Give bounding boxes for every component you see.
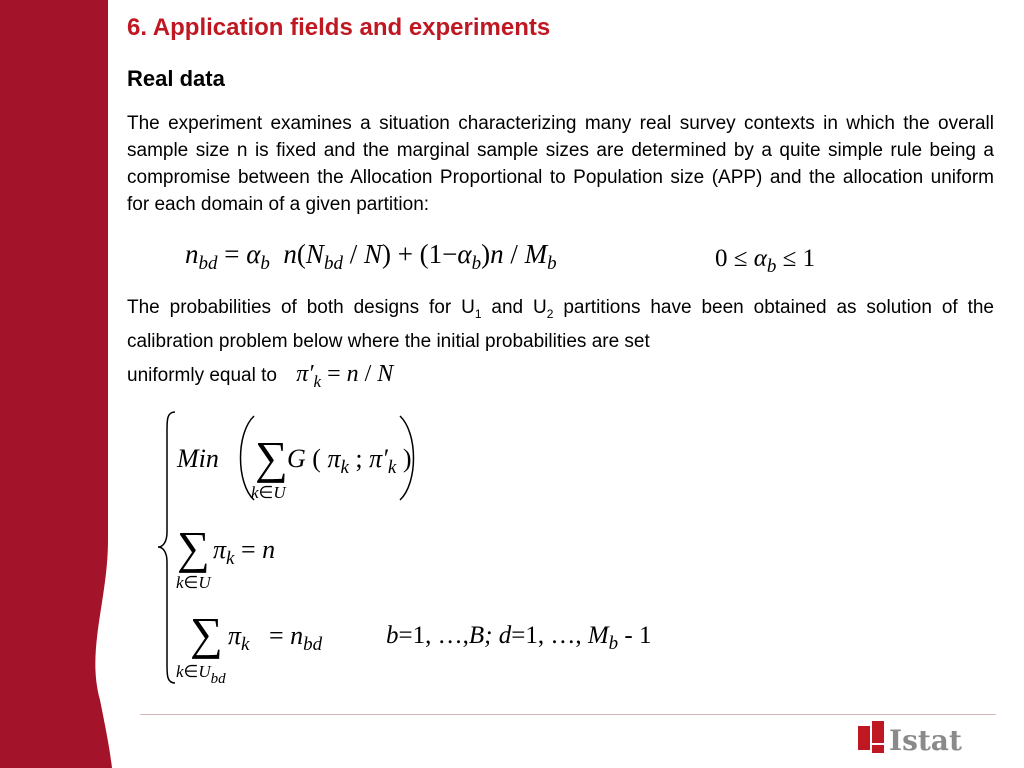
initial-probabilities-line: uniformly equal to $\pi'_k = n / N$ [127,361,394,391]
index-ranges: b=1, …,B; d=1, …, $M_b - 1$ [386,622,652,654]
objective-min: Min [177,444,219,473]
paragraph-experiment: The experiment examines a situation characterizing many real survey contexts in which the overall sample size n is fixed and the marginal sample sizes are determined by a quite simple rule being a compromise between the Allocation Proportional to Population size (APP) and the allocation uniform for each domain of a given partition: [127,113,994,215]
logo-mark [857,718,977,758]
sidebar-decoration [0,0,112,768]
brace-symbol [155,410,179,685]
paragraph-probabilities: The probabilities of both designs for $U_1$ and $U_2$ partitions have been obtained as solution of the calibration problem below where the initial probabilities are set [127,297,995,352]
footer-divider [140,714,996,715]
constraint-total: $\pi_k = n$ [213,535,276,569]
constraint-domain: $\pi_k = n_{bd}$ [228,621,323,655]
svg-text:Istat: Istat [889,724,962,757]
sum-index-3: $k\in U_{bd}$ [176,662,226,687]
section-heading: Real data [127,66,225,91]
allocation-formula: $n_{bd} = \alpha_b$ $n(N_{bd} / N) + (1-\alpha_b)n / M_b$ [185,239,557,274]
sum-index-1: k∈U [251,483,286,502]
right-paren [396,413,426,503]
sum-symbol-1: ∑ [255,432,288,483]
slide-title: 6. Application fields and experiments [127,14,551,41]
sum-symbol-3: ∑ [190,608,223,659]
sum-symbol-2: ∑ [177,522,210,573]
sum-index-2: k∈U [176,573,211,592]
alpha-constraint: $0 \le \alpha_b \le 1$ [715,245,816,277]
istat-logo [857,718,977,758]
objective-function: G ( $\pi_k$ ; $\pi'_k$ ) [287,444,412,478]
